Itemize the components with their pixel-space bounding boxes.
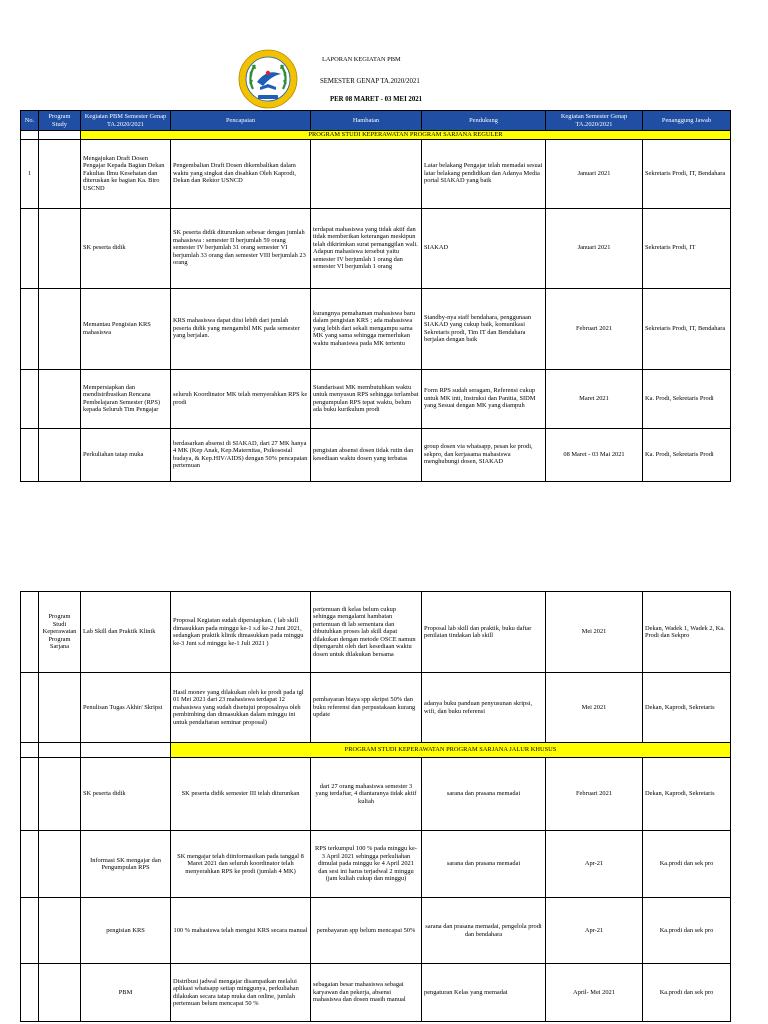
cell-program [39,139,81,208]
cell-pendukung: sarana dan prasana memadai [422,831,546,898]
cell-pendukung: SIAKAD [422,208,546,288]
cell-penanggung-jawab: Ka.prodi dan sek pro [643,964,731,1022]
header-pendukung: Pendukung [422,111,546,131]
cell-no [21,208,39,288]
cell-pencapaian: Distribusi jadwal mengajar disampaikan melalui aplikasi whatsapp setiap minggunya, perkuliahan dilakukan secara tatap muka dan online, jumlah pertemuan belum mencapai 50 % [171,964,311,1022]
table-row [21,673,731,743]
header-no: No. [21,111,39,131]
header-pencapaian: Pencapaian [171,111,311,131]
header-penanggung-jawab: Penanggung Jawab [643,111,731,131]
cell-pendukung: Standby-nya staff bendahara, penggunaan SIAKAD yang cukup baik, komunikasi Sekretaris prodi, Tim IT dan Bendahara berjalan dengan baik [422,288,546,369]
table-header-row [21,111,731,131]
cell-kegiatan: pengisian KRS [81,898,171,964]
cell-kegiatan: Perkuliahan tatap muka [81,428,171,481]
cell-hambatan: pembayaran spp belum mencapai 50% [311,898,422,964]
cell-penanggung-jawab: Dekan, Kaprodi, Sekretaris [643,758,731,831]
cell-no [21,758,39,831]
cell-kegiatan: Informasi SK mengajar dan Pengumpulan RPS [81,831,171,898]
cell-kegiatan: SK peserta didik [81,758,171,831]
cell-hambatan: terdapat mahasiswa yang tidak aktif dan tidak memberikan keterangan meskipun telah dikirimkan surat pemanggilan wali. Adapun mahasiswa tersebut yaitu semester IV berjumlah 1 orang dan semester VI berjumlah 1 orang [311,208,422,288]
cell-no [21,369,39,428]
cell-no: 1 [21,139,39,208]
cell-pendukung: Proposal lab skill dan praktik, buku daftar penilaian tindakan lab skill [422,592,546,673]
cell-hambatan: pertemuan di kelas belum cukup sehingga mengalami hambatan pertemuan di lab sementara dan dibutuhkan proses lab skill dapat dilakukan dengan metode OSCE namun dipengaruhi oleh dari kesediaan waktu dosen untuk dilakukan bersama [311,592,422,673]
cell-pencapaian: SK peserta didik semester III telah diturunkan [171,758,311,831]
cell-program: Program Studi Keperawatan Program Sarjana [39,592,81,673]
cell-penanggung-jawab: Sekretaris Prodi, IT, Bendahara [643,288,731,369]
cell-hambatan: pengisian absensi dosen tidak rutin dan kesediaan waktu dosen yang terbatas [311,428,422,481]
cell-no [21,898,39,964]
table-row [21,964,731,1022]
cell-pencapaian: berdasarkan absensi di SIAKAD, dari 27 MK hanya 4 MK (Kep Anak, Kep.Maternitas, Psikososial budaya, & Kep.HIV/AIDS) dengan 50% pencapaian pertemuan [171,428,311,481]
cell-kegiatan: Penulisan Tugas Akhir/ Skripsi [81,673,171,743]
cell-pencapaian: KRS mahasiswa dapat diisi lebih dari jumlah peserta didik yang mengambil MK pada semester yang berjalan. [171,288,311,369]
cell-kegiatan: Mengajukan Draft Dosen Pengajar Kepada Bagian Dekan Fakultas Ilmu Kesehatan dan diteruskan ke bagian Ka. Biro USCND [81,139,171,208]
cell-program [39,369,81,428]
cell-waktu: 08 Maret - 03 Mai 2021 [546,428,643,481]
header-kegiatan: Kegiatan PBM Semester Genap TA.2020/2021 [81,111,171,131]
university-emblem-icon [238,49,298,109]
cell-kegiatan: PBM [81,964,171,1022]
header-hambatan: Hambatan [311,111,422,131]
cell-penanggung-jawab: Ka.prodi dan sek pro [643,831,731,898]
band-spacer [21,743,39,758]
table-row [21,898,731,964]
header-program: Program Study [39,111,81,131]
cell-kegiatan: Lab Skill dan Praktik Klinik [81,592,171,673]
cell-hambatan: dari 27 orang mahasiswa semester 3 yang terdaftar, 4 diantaranya tidak aktif kuliah [311,758,422,831]
band-spacer [39,131,81,140]
cell-pencapaian: 100 % mahasiswa telah mengisi KRS secara manual [171,898,311,964]
section-band-row [21,131,731,140]
cell-no [21,288,39,369]
table-row [21,758,731,831]
cell-program [39,758,81,831]
cell-hambatan [311,139,422,208]
band-spacer [39,743,81,758]
table-row [21,831,731,898]
report-title: LAPORAN KEGIATAN PBM [322,56,401,63]
cell-kegiatan: Memantau Pengisian KRS mahasiswa [81,288,171,369]
table-row [21,208,731,288]
cell-pendukung: Latar belakang Pengajar telah memadai sesuai latar belakang pendidikan dan Adanya Media portal SIAKAD yang baik [422,139,546,208]
cell-no [21,592,39,673]
cell-pencapaian: Hasil monev yang dilakukan oleh ke prodi pada tgl 01 Mei 2021 dari 23 mahasiswa terdapat 12 mahasiswa yang sudah disetujui proposalnya oleh pembimbing dan dimasukkan dalam minggu ini untuk pendaftaran seminar proposal) [171,673,311,743]
cell-hambatan: kurangnya pemahaman mahasiswa baru dalam pengisian KRS ; ada mahasiswa yang lebih dari sekali mengampu sama MK yang sama sehingga memerlukan waktu mahasiswa pada MK tertentu [311,288,422,369]
table-row [21,592,731,673]
cell-pencapaian: SK mengajar telah diinformasikan pada tanggal 8 Maret 2021 dan seluruh koordinator telah menyerahkan RPS ke prodi (jumlah 4 MK) [171,831,311,898]
cell-penanggung-jawab: Dekan, Kaprodi, Sekretaris [643,673,731,743]
report-period: PER 08 MARET - 03 MEI 2021 [330,96,423,103]
cell-waktu: Mei 2021 [546,673,643,743]
table-row [21,369,731,428]
cell-pencapaian: Pengembalian Draft Dosen dikembalikan dalam waktu yang singkat dan disahkan Oleh Kaprodi, Dekan dan Rektor USNCD [171,139,311,208]
cell-no [21,428,39,481]
cell-waktu: Maret 2021 [546,369,643,428]
report-table-page-2 [20,591,731,1022]
band-spacer [81,743,171,758]
section-band-row [21,743,731,758]
band-spacer [21,131,39,140]
cell-waktu: Februari 2021 [546,758,643,831]
cell-hambatan: RPS terkumpul 100 % pada minggu ke- 3 April 2021 sehingga perkuliahan dimulai pada minggu ke 4 April 2021 dan sesi ini harus terjadwal 2 minggu (jam kuliah cukup dan minggu) [311,831,422,898]
cell-pendukung: Form RPS sudah seragam, Referensi cukup untuk MK inti, Instruksi dan Panitia, SIDM yang Sesuai dengan MK yang diampuh [422,369,546,428]
cell-kegiatan: SK peserta didik [81,208,171,288]
cell-pendukung: pengaturan Kelas yang memadai [422,964,546,1022]
cell-kegiatan: Mempersiapkan dan mendistribusikan Rencana Pembelajaran Semester (RPS) kepada Seluruh Tim Pengajar [81,369,171,428]
cell-waktu: Januari 2021 [546,139,643,208]
cell-hambatan: pembayaran biaya spp skripsi 50% dan buku referensi dan perpustakaan kurang update [311,673,422,743]
table-row [21,288,731,369]
cell-penanggung-jawab: Ka. Prodi, Sekretaris Prodi [643,428,731,481]
report-semester: SEMESTER GENAP TA.2020/2021 [320,78,420,85]
cell-waktu: Apr-21 [546,898,643,964]
report-table-page-1 [20,110,731,482]
section-title-khusus: PROGRAM STUDI KEPERAWATAN PROGRAM SARJANA JALUR KHUSUS [171,743,731,758]
cell-program [39,898,81,964]
cell-program [39,831,81,898]
table-row [21,428,731,481]
cell-penanggung-jawab: Ka. Prodi, Sekretaris Prodi [643,369,731,428]
cell-penanggung-jawab: Sekretaris Prodi, IT, Bendahara [643,139,731,208]
cell-program [39,288,81,369]
cell-penanggung-jawab: Sekretaris Prodi, IT [643,208,731,288]
cell-penanggung-jawab: Ka.prodi dan sek pro [643,898,731,964]
cell-pencapaian: Proposal Kegiatan sudah dipersiapkan. ( lab skill dimasukkan pada minggu ke-1 s.d ke-2 Juni 2021, sedangkan praktik klinik dimasukkan pada minggu ke-3 Juni s.d minggu ke-1 Juli 2021 ) [171,592,311,673]
cell-hambatan: Standarisasi MK membutuhkan waktu untuk menyusun RPS sehingga terlambat pengumpulan RPS tepat waktu, belum ada buku kurikulum prodi [311,369,422,428]
cell-pendukung: adanya buku panduan penyusunan skripsi, wifi, dan buku referensi [422,673,546,743]
cell-no [21,673,39,743]
university-logo [238,49,298,109]
cell-waktu: April- Mei 2021 [546,964,643,1022]
cell-program [39,428,81,481]
header-waktu: Kegiatan Semester Genap TA.2020/2021 [546,111,643,131]
cell-pencapaian: SK peserta didik diturunkan sebesar dengan jumlah mahasiswa : semester II berjumlah 59 orang semester IV berjumlah 31 orang semester VI berjumlah 33 orang dan semester VIII berjumlah 23 orang [171,208,311,288]
table-row [21,139,731,208]
cell-pendukung: group dosen via whatsapp, pesan ke prodi, sekpro, dan kerjasama mahasiswa menghubungi dosen, SIAKAD [422,428,546,481]
cell-no [21,964,39,1022]
cell-penanggung-jawab: Dekan, Wadek 1, Wadek 2, Ka. Prodi dan Sekpro [643,592,731,673]
cell-pendukung: sarana dan prasana memadai, pengelola prodi dan bendahara [422,898,546,964]
cell-hambatan: sebagaian besar mahasiswa sebagai karyawan dan pekerja, absensi mahasiswa dan dosen masih manual [311,964,422,1022]
cell-waktu: Februari 2021 [546,288,643,369]
cell-waktu: Mei 2021 [546,592,643,673]
cell-pencapaian: seluruh Koordinator MK telah menyerahkan RPS ke prodi [171,369,311,428]
cell-no [21,831,39,898]
cell-program [39,208,81,288]
section-title-reguler: PROGRAM STUDI KEPERAWATAN PROGRAM SARJANA REGULER [81,131,731,140]
cell-waktu: Januari 2021 [546,208,643,288]
cell-pendukung: sarana dan prasana memadai [422,758,546,831]
cell-program [39,673,81,743]
cell-waktu: Apr-21 [546,831,643,898]
cell-program [39,964,81,1022]
